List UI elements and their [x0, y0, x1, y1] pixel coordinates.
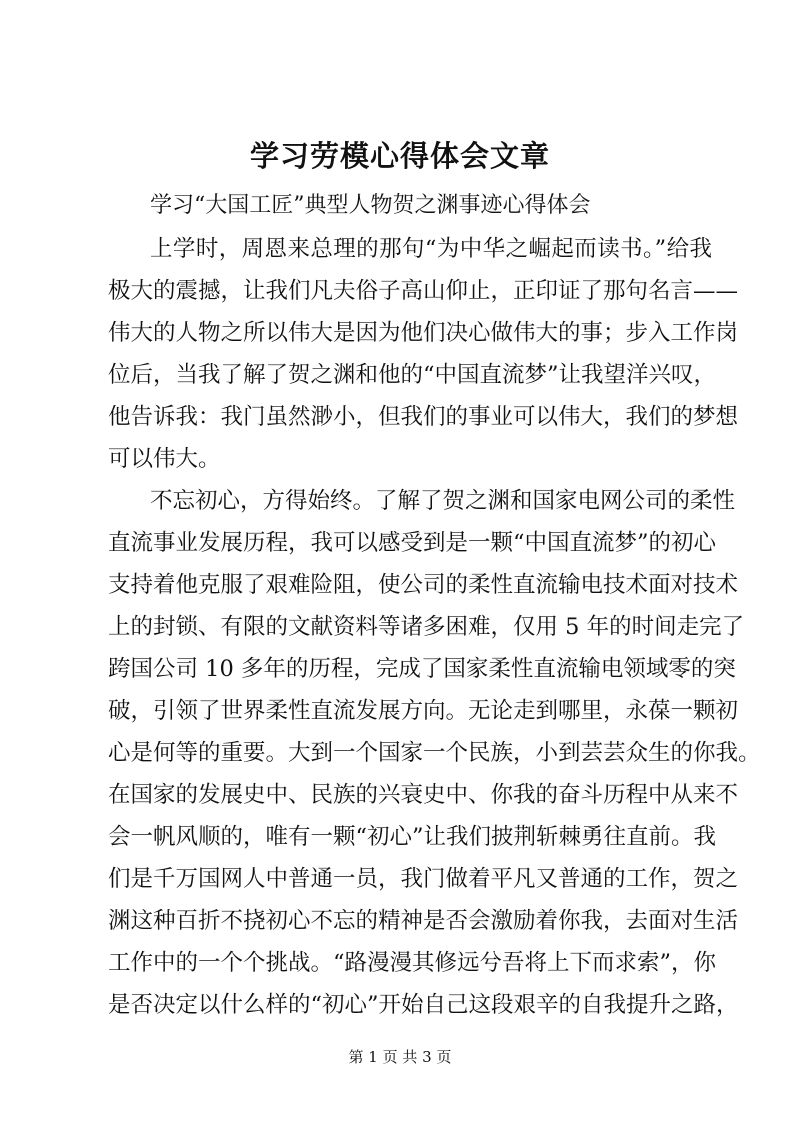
page-footer: 第 1 页 共 3 页: [348, 1048, 452, 1066]
paragraph-2-line-12: 工作中的一个个挑战。“路漫漫其修远兮吾将上下而求索”，你: [108, 950, 717, 976]
paragraph-1-line-2: 极大的震撼，让我们凡夫俗子高山仰止，正印证了那句名言——: [108, 278, 739, 304]
paragraph-1-line-5: 他告诉我：我门虽然渺小，但我们的事业可以伟大，我们的梦想: [108, 404, 739, 430]
paragraph-2-line-8: 在国家的发展史中、民族的兴衰史中、你我的奋斗历程中从来不: [108, 782, 739, 808]
paragraph-1-line-6: 可以伟大。: [108, 446, 221, 472]
paragraph-2-line-2: 直流事业发展历程，我可以感受到是一颗“中国直流梦”的初心: [108, 530, 717, 556]
paragraph-2-line-5: 跨国公司 10 多年的历程，完成了国家柔性直流输电领域零的突: [108, 656, 736, 682]
paragraph-1-line-4: 位后，当我了解了贺之渊和他的“中国直流梦”让我望洋兴叹，: [108, 362, 717, 388]
document-subtitle: 学习“大国工匠”典型人物贺之渊事迹心得体会: [150, 193, 591, 218]
paragraph-2-line-3: 支持着他克服了艰难险阻，使公司的柔性直流输电技术面对技术: [108, 572, 739, 598]
document-title: 学习劳模心得体会文章: [249, 139, 550, 173]
paragraph-2-line-11: 渊这种百折不挠初心不忘的精神是否会激励着你我，去面对生活: [108, 908, 739, 934]
paragraph-1-line-1: 上学时，周恩来总理的那句“为中华之崛起而读书。”给我: [150, 236, 712, 262]
paragraph-2-line-6: 破，引领了世界柔性直流发展方向。无论走到哪里，永葆一颗初: [108, 698, 739, 724]
paragraph-2-line-13: 是否决定以什么样的“初心”开始自己这段艰辛的自我提升之路，: [108, 992, 739, 1018]
paragraph-2-line-10: 们是千万国网人中普通一员，我门做着平凡又普通的工作，贺之: [108, 866, 739, 892]
paragraph-2-line-9: 会一帆风顺的，唯有一颗“初心”让我们披荆斩棘勇往直前。我: [108, 824, 717, 850]
paragraph-2-line-1: 不忘初心，方得始终。了解了贺之渊和国家电网公司的柔性: [150, 488, 736, 514]
paragraph-2-line-4: 上的封锁、有限的文献资料等诸多困难，仅用 5 年的时间走完了: [108, 614, 745, 640]
paragraph-1-line-3: 伟大的人物之所以伟大是因为他们决心做伟大的事；步入工作岗: [108, 320, 739, 346]
paragraph-2-line-7: 心是何等的重要。大到一个国家一个民族，小到芸芸众生的你我。: [108, 740, 761, 766]
